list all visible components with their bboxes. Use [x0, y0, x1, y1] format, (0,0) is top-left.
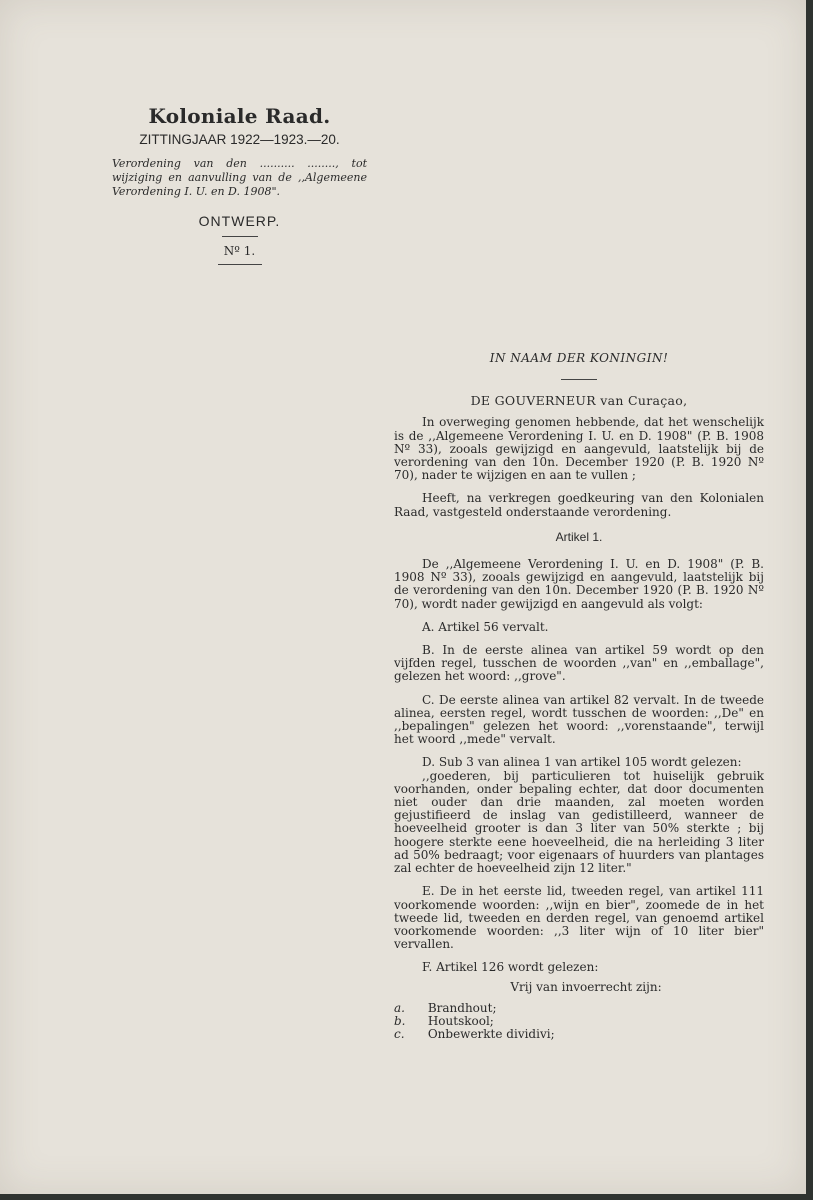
divider: [561, 379, 597, 380]
list-text: Houtskool;: [427, 1013, 494, 1028]
exempt-heading: Vrij van invoerrecht zijn:: [510, 979, 662, 994]
section-f: F. Artikel 126 wordt gelezen:: [422, 960, 599, 975]
ordinance-description: Verordening van den .......... ........, tot wijziging en aanvulling van de ,,Algemeene Verordening I. U. en D. 1908".: [112, 157, 367, 198]
list-letter: b.: [394, 1013, 406, 1028]
article-intro: De ,,Algemeene Verordening I. U. en D. 1908" (P. B. 1908 Nº 33), zooals gewijzigd en aangevuld, laatstelijk bij de verordening van den 10n. December 1920 (P. B. 1920 Nº 70), wordt nader gewijzigd en aangevuld als volgt:: [394, 557, 764, 611]
list-text: Brandhout;: [427, 1000, 497, 1015]
document-number: Nº 1.: [223, 244, 256, 258]
invocation: IN NAAM DER KONINGIN!: [489, 351, 669, 365]
section-a: A. Artikel 56 vervalt.: [422, 619, 549, 634]
status-label: ONTWERP.: [198, 213, 281, 229]
section-b: B. In de eerste alinea van artikel 59 wordt op den vijfden regel, tusschen de woorden ,,van" en ,,emballage", gelezen het woord: ,,grove".: [394, 643, 764, 684]
divider: [218, 264, 262, 265]
org-title: Koloniale Raad.: [148, 104, 331, 128]
section-c: C. De eerste alinea van artikel 82 vervalt. In de tweede alinea, eersten regel, wordt tusschen de woorden: ,,De" en ,,bepalingen" gelezen het woord: ,,vorenstaande", terwijl het woord ,,mede" vervalt.: [394, 692, 764, 747]
list-letter: c.: [394, 1027, 405, 1042]
considering-paragraph: In overweging genomen hebbende, dat het wenschelijk is de ,,Algemeene Verordening I. U. en D. 1908" (P. B. 1908 Nº 33), zooals gewijzigd en aangevuld, laatstelijk bij de verordening van den 10n. December 1920 (P. B. 1920 Nº 70), nader te wijzigen en aan te vullen ;: [394, 415, 764, 483]
approval-paragraph: Heeft, na verkregen goedkeuring van den Kolonialen Raad, vastgesteld onderstaande verordening.: [394, 491, 764, 519]
article-title: Artikel 1.: [555, 529, 603, 544]
document-header: [112, 104, 367, 265]
section-d-lead: D. Sub 3 van alinea 1 van artikel 105 wordt gelezen:: [422, 755, 742, 770]
list-item: [394, 1028, 764, 1041]
list-letter: a.: [394, 1000, 405, 1015]
divider: [222, 236, 258, 237]
session-line: ZITTINGJAAR 1922—1923.—20.: [139, 132, 340, 147]
section-d-text: ,,goederen, bij particulieren tot huiselijk gebruik voorhanden, onder bepaling echter, dat door documenten niet ouder dan drie maanden, zal moeten worden gejustifieerd de inslag van gedistilleerd, wanneer de hoeveelheid grooter is dan 3 liter van 50% sterkte ; bij hoogere sterkte eene hoeveelheid, die na herleiding 3 liter ad 50% bedraagt; voor eigenaars of huurders van plantages zal echter de hoeveelheid zijn 12 liter.": [394, 768, 764, 876]
list-text: Onbewerkte dividivi;: [427, 1027, 555, 1042]
governor-line: DE GOUVERNEUR van Curaçao,: [470, 393, 688, 409]
ordinance-body: [394, 352, 764, 1041]
section-e: E. De in het eerste lid, tweeden regel, van artikel 111 voorkomende woorden: ,,wijn en bier", zoomede de in het tweede lid, tweeden en derden regel, van genoemd artikel voorkomende woorden: ,,3 liter wijn of 10 liter bier" vervallen.: [394, 884, 764, 952]
